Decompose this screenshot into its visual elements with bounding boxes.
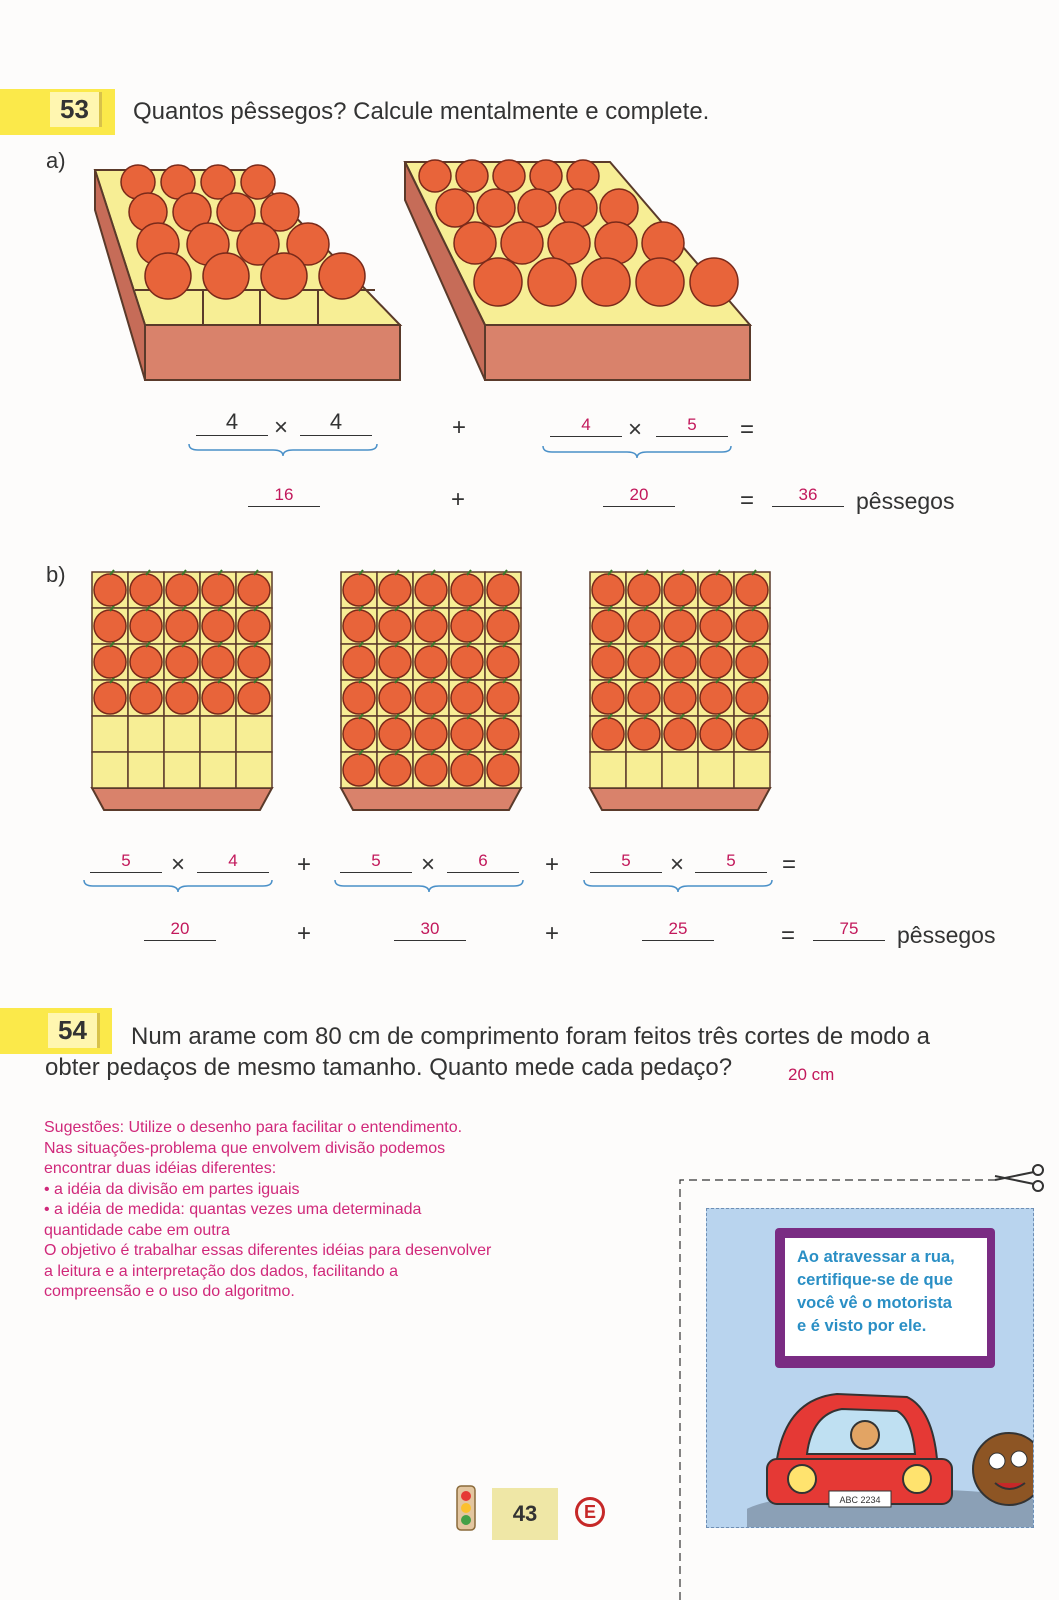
peach-icon [379, 610, 411, 642]
b-brace-3 [583, 878, 773, 894]
traffic-tip-line: e é visto por ele. [797, 1317, 927, 1335]
b-brace-2 [334, 878, 524, 894]
e-badge-icon: E [575, 1497, 605, 1527]
peach-icon [736, 646, 768, 678]
peach-icon [664, 574, 696, 606]
peach-icon [451, 574, 483, 606]
peach-icon [202, 682, 234, 714]
peach-icon [451, 718, 483, 750]
b-times-2: × [421, 851, 436, 878]
tray-cell [626, 752, 662, 788]
peach-icon [94, 646, 126, 678]
peach-icon [343, 718, 375, 750]
b-result-1[interactable]: 20 [144, 918, 216, 941]
traffic-tip-text [785, 1238, 987, 1356]
peach-icon [415, 646, 447, 678]
peach-icon [415, 718, 447, 750]
peach-icon [343, 574, 375, 606]
question-53-number: 53 [50, 92, 102, 127]
peach-icon [700, 646, 732, 678]
tray-cell [590, 752, 626, 788]
question-53-text: Quantos pêssegos? Calcule mentalmente e complete. [133, 98, 710, 125]
peach-icon [487, 754, 519, 786]
b-result-3[interactable]: 25 [642, 918, 714, 941]
a-mult2-left[interactable]: 4 [550, 414, 622, 437]
question-54-line2: obter pedaços de mesmo tamanho. Quanto mede cada pedaço? [45, 1054, 733, 1081]
peach-icon [343, 610, 375, 642]
tip-line: • a idéia da divisão em partes iguais [44, 1180, 300, 1198]
peach-icon [343, 682, 375, 714]
peach-icon [451, 646, 483, 678]
peach-icon [736, 574, 768, 606]
peach-icon [628, 718, 660, 750]
a-plus-2: + [451, 486, 466, 513]
peach-icon [166, 682, 198, 714]
peach-icon [379, 718, 411, 750]
peach-icon [202, 610, 234, 642]
tip-line: quantidade cabe em outra [44, 1221, 230, 1239]
teacher-tips [44, 1118, 564, 1303]
b-b-right[interactable]: 6 [447, 850, 519, 873]
b-plus-1: + [297, 851, 312, 878]
b-times-3: × [670, 851, 685, 878]
b-unit: pêssegos [897, 922, 996, 948]
b-result-2[interactable]: 30 [394, 918, 466, 941]
tray-b3 [590, 570, 770, 810]
b-brace-1 [83, 878, 273, 894]
peach-icon [94, 682, 126, 714]
peach-icon [343, 646, 375, 678]
peach-icon [736, 610, 768, 642]
b-times-1: × [171, 851, 186, 878]
traffic-tip-message [775, 1228, 995, 1368]
traffic-tip-line: você vê o motorista [797, 1294, 952, 1312]
tray-cell [662, 752, 698, 788]
tray-cell [92, 716, 128, 752]
tray-cell [164, 716, 200, 752]
a-times-1: × [274, 414, 289, 441]
peach-icon [487, 574, 519, 606]
peach-icon [736, 682, 768, 714]
b-c-right[interactable]: 5 [695, 850, 767, 873]
a-brace-2 [542, 444, 732, 460]
peach-icon [379, 646, 411, 678]
tray-cell [200, 716, 236, 752]
peach-icon [202, 574, 234, 606]
peach-icon [487, 646, 519, 678]
peach-icon [238, 574, 270, 606]
a-equals-1: = [740, 416, 755, 443]
tray-cell [734, 752, 770, 788]
peach-icon [130, 610, 162, 642]
peach-icon [664, 682, 696, 714]
peach-icon [415, 610, 447, 642]
peach-icon [415, 754, 447, 786]
tray-b1 [92, 570, 272, 810]
peach-icon [94, 610, 126, 642]
question-54-number: 54 [48, 1013, 100, 1048]
part-a-label: a) [46, 148, 66, 173]
peach-icon [628, 646, 660, 678]
car-illustration [747, 1359, 1033, 1527]
peach-icon [343, 754, 375, 786]
peach-icon [592, 574, 624, 606]
b-c-left[interactable]: 5 [590, 850, 662, 873]
peach-icon [628, 574, 660, 606]
question-54-line1: Num arame com 80 cm de comprimento foram feitos três cortes de modo a [131, 1023, 930, 1050]
b-equals-1: = [782, 851, 797, 878]
peach-icon [94, 574, 126, 606]
tip-line: encontrar duas idéias diferentes: [44, 1160, 277, 1177]
peach-icon [451, 754, 483, 786]
scissors-icon [995, 1165, 1043, 1191]
b-plus-3: + [297, 920, 312, 947]
tray-cell [164, 752, 200, 788]
tray-cell [236, 716, 272, 752]
tray-cell [128, 716, 164, 752]
part-b-label: b) [46, 562, 66, 587]
tray-cell [698, 752, 734, 788]
license-plate: ABC 2234 [839, 1495, 881, 1505]
peach-icon [166, 574, 198, 606]
b-plus-2: + [545, 851, 560, 878]
b-a-right[interactable]: 4 [197, 850, 269, 873]
peach-icon [736, 718, 768, 750]
page-number: 43 [492, 1488, 558, 1540]
peach-icon [664, 718, 696, 750]
tip-line: compreensão e o uso do algoritmo. [44, 1283, 295, 1300]
peach-icon [238, 610, 270, 642]
part-a-trays [90, 150, 780, 390]
peach-icon [379, 574, 411, 606]
peach-icon [700, 574, 732, 606]
b-a-left[interactable]: 5 [90, 850, 162, 873]
peach-icon [592, 682, 624, 714]
peach-icon [592, 718, 624, 750]
tip-line: Nas situações-problema que envolvem divisão podemos [44, 1139, 446, 1157]
tip-line: Sugestões: Utilize o desenho para facilitar o entendimento. [44, 1119, 463, 1136]
a-mult1-left[interactable]: 4 [196, 409, 268, 436]
peach-icon [487, 610, 519, 642]
tray-cell [128, 752, 164, 788]
peach-icon [379, 754, 411, 786]
peach-icon [166, 610, 198, 642]
b-equals-2: = [781, 922, 796, 949]
a-mult1-right[interactable]: 4 [300, 409, 372, 436]
peach-icon [487, 682, 519, 714]
b-b-left[interactable]: 5 [340, 850, 412, 873]
part-b-trays [85, 560, 785, 820]
peach-icon [415, 574, 447, 606]
tip-line: a leitura e a interpretação dos dados, facilitando a [44, 1262, 399, 1280]
peach-icon [166, 646, 198, 678]
tray-b2 [341, 570, 521, 810]
peach-icon [238, 682, 270, 714]
tip-line: O objetivo é trabalhar essas diferentes idéias para desenvolver [44, 1242, 492, 1259]
peach-icon [379, 682, 411, 714]
peach-icon [700, 682, 732, 714]
tip-line: • a idéia de medida: quantas vezes uma determinada [44, 1201, 422, 1218]
a-result-2[interactable]: 20 [603, 484, 675, 507]
a-result-1[interactable]: 16 [248, 484, 320, 507]
traffic-tip-line: Ao atravessar a rua, [797, 1248, 955, 1266]
peach-icon [628, 682, 660, 714]
traffic-light-icon [452, 1484, 480, 1534]
peach-icon [451, 610, 483, 642]
tray-cell [200, 752, 236, 788]
peach-icon [238, 646, 270, 678]
tray-cell [236, 752, 272, 788]
peach-icon [664, 610, 696, 642]
peach-icon [664, 646, 696, 678]
peach-icon [592, 610, 624, 642]
question-54-answer: 20 cm [788, 1065, 835, 1084]
peach-icon [130, 574, 162, 606]
peach-icon [415, 682, 447, 714]
peach-icon [451, 682, 483, 714]
a-brace-1 [188, 442, 378, 458]
peach-icon [487, 718, 519, 750]
peach-icon [628, 610, 660, 642]
tray-cell [92, 752, 128, 788]
a-unit: pêssegos [856, 488, 955, 514]
a-mult2-right[interactable]: 5 [656, 414, 728, 437]
b-plus-4: + [545, 920, 560, 947]
traffic-tip-line: certifique-se de que [797, 1271, 953, 1289]
peach-icon [700, 718, 732, 750]
a-plus-1: + [452, 414, 467, 441]
peach-icon [130, 646, 162, 678]
b-total[interactable]: 75 [813, 918, 885, 941]
peach-icon [592, 646, 624, 678]
a-equals-2: = [740, 487, 755, 514]
a-total[interactable]: 36 [772, 484, 844, 507]
peach-icon [130, 682, 162, 714]
peach-icon [700, 610, 732, 642]
peach-icon [202, 646, 234, 678]
a-times-2: × [628, 416, 643, 443]
